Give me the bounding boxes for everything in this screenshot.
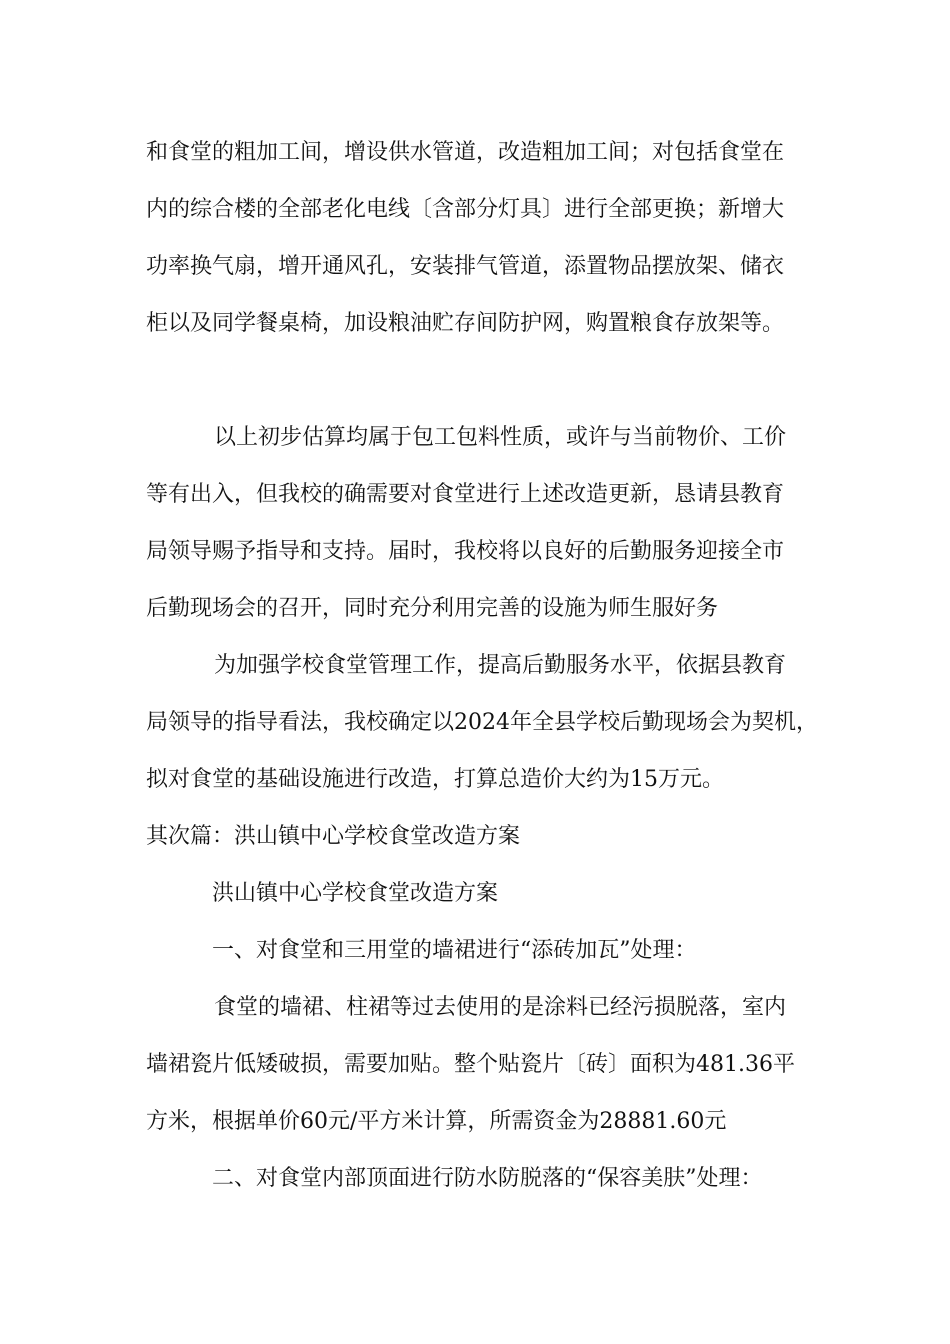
paragraph-line: 柜以及同学餐桌椅，加设粮油贮存间防护网，购置粮食存放架等。 [146, 311, 785, 336]
paragraph-line: 功率换气扇，增开通风孔，安装排气管道，添置物品摆放架、储衣 [146, 254, 785, 279]
paragraph-line: 局领导赐予指导和支持。届时，我校将以良好的后勤服务迎接全市 [146, 539, 785, 564]
paragraph-line: 内的综合楼的全部老化电线〔含部分灯具〕进行全部更换；新增大 [146, 197, 785, 222]
paragraph-line: 食堂的墙裙、柱裙等过去使用的是涂料已经污损脱落，室内 [214, 995, 787, 1020]
paragraph-line: 局领导的指导看法，我校确定以2024年全县学校后勤现场会为契机， [146, 710, 818, 735]
item1-heading: 一、对食堂和三用堂的墙裙进行“添砖加瓦”处理： [212, 938, 697, 963]
paragraph-line: 墙裙瓷片低矮破损，需要加贴。整个贴瓷片〔砖〕面积为481.36平 [146, 1052, 795, 1077]
paragraph-line: 后勤现场会的召开，同时充分利用完善的设施为师生服好务 [146, 596, 719, 621]
section-heading: 其次篇：洪山镇中心学校食堂改造方案 [146, 824, 521, 849]
paragraph-line: 方米，根据单价60元/平方米计算，所需资金为28881.60元 [146, 1109, 727, 1134]
paragraph-line: 为加强学校食堂管理工作，提高后勤服务水平，依据县教育 [214, 653, 787, 678]
paragraph-line: 等有出入，但我校的确需要对食堂进行上述改造更新，恳请县教育 [146, 482, 785, 507]
paragraph-line: 和食堂的粗加工间，增设供水管道，改造粗加工间；对包括食堂在 [146, 140, 785, 165]
item2-heading: 二、对食堂内部顶面进行防水防脱落的“保容美肤”处理： [212, 1166, 763, 1191]
doc-title: 洪山镇中心学校食堂改造方案 [212, 881, 499, 906]
paragraph-line: 以上初步估算均属于包工包料性质，或许与当前物价、工价 [214, 425, 787, 450]
paragraph-line: 拟对食堂的基础设施进行改造，打算总造价大约为15万元。 [146, 767, 724, 792]
